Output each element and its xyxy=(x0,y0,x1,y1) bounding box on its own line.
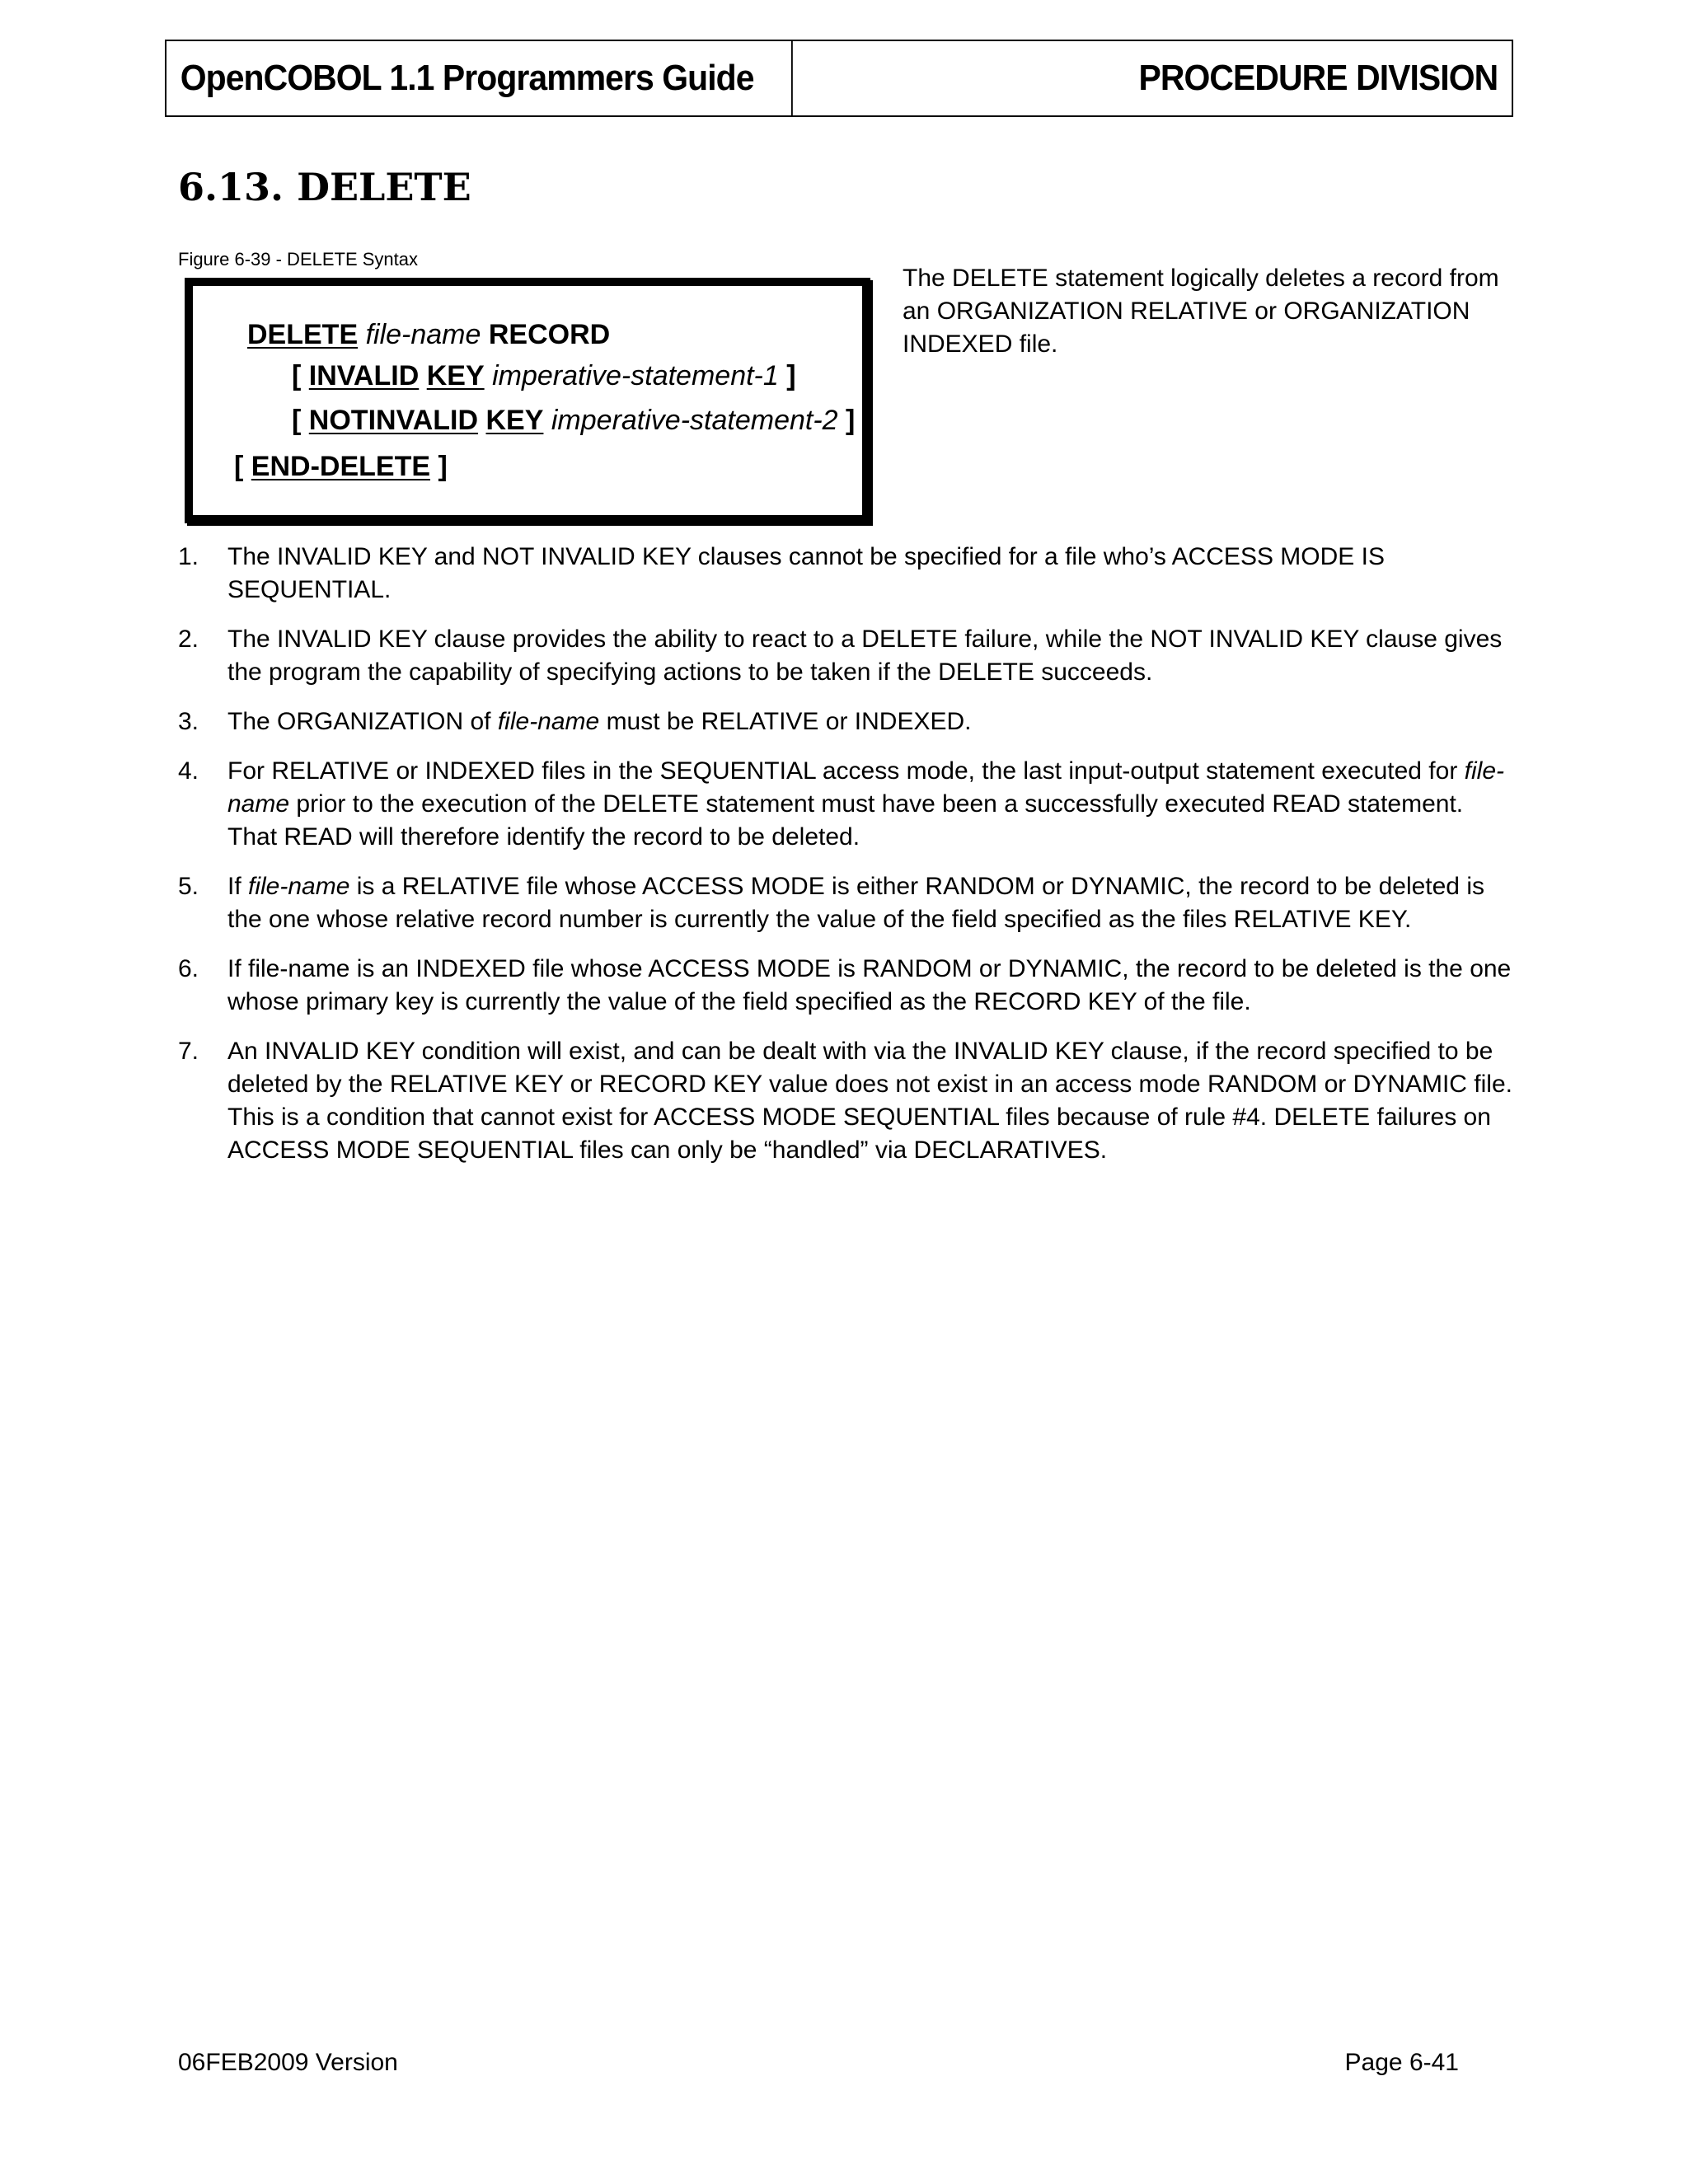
footer-page-number: Page 6-41 xyxy=(1344,2049,1459,2076)
list-item-number: 7. xyxy=(178,1038,199,1065)
keyword-invalid: INVALID xyxy=(368,405,479,436)
syntax-line-2 xyxy=(292,360,796,392)
list-item xyxy=(178,705,1513,738)
list-item-text-pre: The ORGANIZATION of xyxy=(227,708,498,735)
footer-version: 06FEB2009 Version xyxy=(178,2049,398,2076)
list-item-emphasis: file-name xyxy=(248,873,350,900)
list-item xyxy=(178,623,1513,689)
bracket-open: [ xyxy=(292,405,302,436)
syntax-line-3 xyxy=(292,405,855,437)
list-item-text: The INVALID KEY and NOT INVALID KEY clauses cannot be specified for a file who’s ACCESS MODE IS SEQUENTIAL. xyxy=(227,543,1385,603)
param-imperative-statement-2: imperative-statement-2 xyxy=(551,405,838,436)
bracket-open: [ xyxy=(292,360,302,391)
list-item-text: An INVALID KEY condition will exist, and can be dealt with via the INVALID KEY clause, if the record specified to be deleted by the RELATIVE KEY or RECORD KEY value does not exist in an access mode RANDOM or DYNAMIC file. This is a condition that cannot exist for ACCESS MODE SEQUENTIAL files because of rule #4. DELETE failures on ACCESS MODE SEQUENTIAL files can only be “handled” via DECLARATIVES. xyxy=(227,1038,1512,1164)
list-item-number: 4. xyxy=(178,757,199,785)
list-item xyxy=(178,870,1513,936)
keyword-key: KEY xyxy=(485,405,544,436)
list-item-number: 3. xyxy=(178,708,199,735)
list-item xyxy=(178,1035,1513,1167)
list-item-number: 1. xyxy=(178,543,199,570)
syntax-box xyxy=(185,278,870,523)
list-item-text: The INVALID KEY clause provides the ability to react to a DELETE failure, while the NOT INVALID KEY clause gives the program the capability of specifying actions to be taken if the DELETE succeeds. xyxy=(227,626,1503,686)
list-item-emphasis: file-name xyxy=(227,757,1504,818)
list-item-number: 6. xyxy=(178,955,199,982)
param-file-name: file-name xyxy=(365,319,481,350)
list-item-number: 5. xyxy=(178,873,199,900)
list-item-text-post: is a RELATIVE file whose ACCESS MODE is either RANDOM or DYNAMIC, the record to be deleted is the one whose relative record number is currently the value of the field specified as the files RELATIVE KEY. xyxy=(227,873,1484,933)
rules-list xyxy=(178,541,1513,1183)
keyword-invalid: INVALID xyxy=(308,360,420,391)
bracket-close: ] xyxy=(438,451,448,482)
bracket-close: ] xyxy=(786,360,796,391)
bracket-close: ] xyxy=(846,405,856,436)
keyword-record: RECORD xyxy=(488,319,611,350)
keyword-not: NOT xyxy=(308,405,368,436)
header-division-title: PROCEDURE DIVISION xyxy=(1138,58,1498,98)
list-item-text-pre: If xyxy=(227,873,249,900)
section-title: 6.13. DELETE xyxy=(178,165,471,209)
list-item-emphasis: file-name xyxy=(497,708,600,735)
list-item-text-post: must be RELATIVE or INDEXED. xyxy=(599,708,972,735)
list-item-text: If file-name is an INDEXED file whose ACCESS MODE is RANDOM or DYNAMIC, the record to be deleted is the one whose primary key is currently the value of the field specified as the RECORD KEY of the file. xyxy=(227,955,1512,1015)
header-guide-title: OpenCOBOL 1.1 Programmers Guide xyxy=(166,41,793,115)
list-item xyxy=(178,755,1513,854)
syntax-line-4 xyxy=(234,451,448,483)
param-imperative-statement-1: imperative-statement-1 xyxy=(492,360,779,391)
keyword-end-delete: END-DELETE xyxy=(251,451,431,482)
figure-caption: Figure 6-39 - DELETE Syntax xyxy=(178,249,419,269)
page-header xyxy=(165,40,1513,117)
list-item-number: 2. xyxy=(178,626,199,653)
intro-paragraph: The DELETE statement logically deletes a record from an ORGANIZATION RELATIVE or ORGANIZATION INDEXED file. xyxy=(903,265,1499,358)
list-item xyxy=(178,953,1513,1019)
list-item xyxy=(178,541,1513,607)
keyword-key: KEY xyxy=(426,360,485,391)
syntax-line-1 xyxy=(247,319,610,351)
list-item-text-pre: For RELATIVE or INDEXED files in the SEQUENTIAL access mode, the last input-output statement executed for xyxy=(227,757,1465,785)
list-item-text-post: prior to the execution of the DELETE statement must have been a successfully executed READ statement. That READ will therefore identify the record to be deleted. xyxy=(227,790,1464,851)
bracket-open: [ xyxy=(234,451,244,482)
keyword-delete: DELETE xyxy=(247,319,359,350)
